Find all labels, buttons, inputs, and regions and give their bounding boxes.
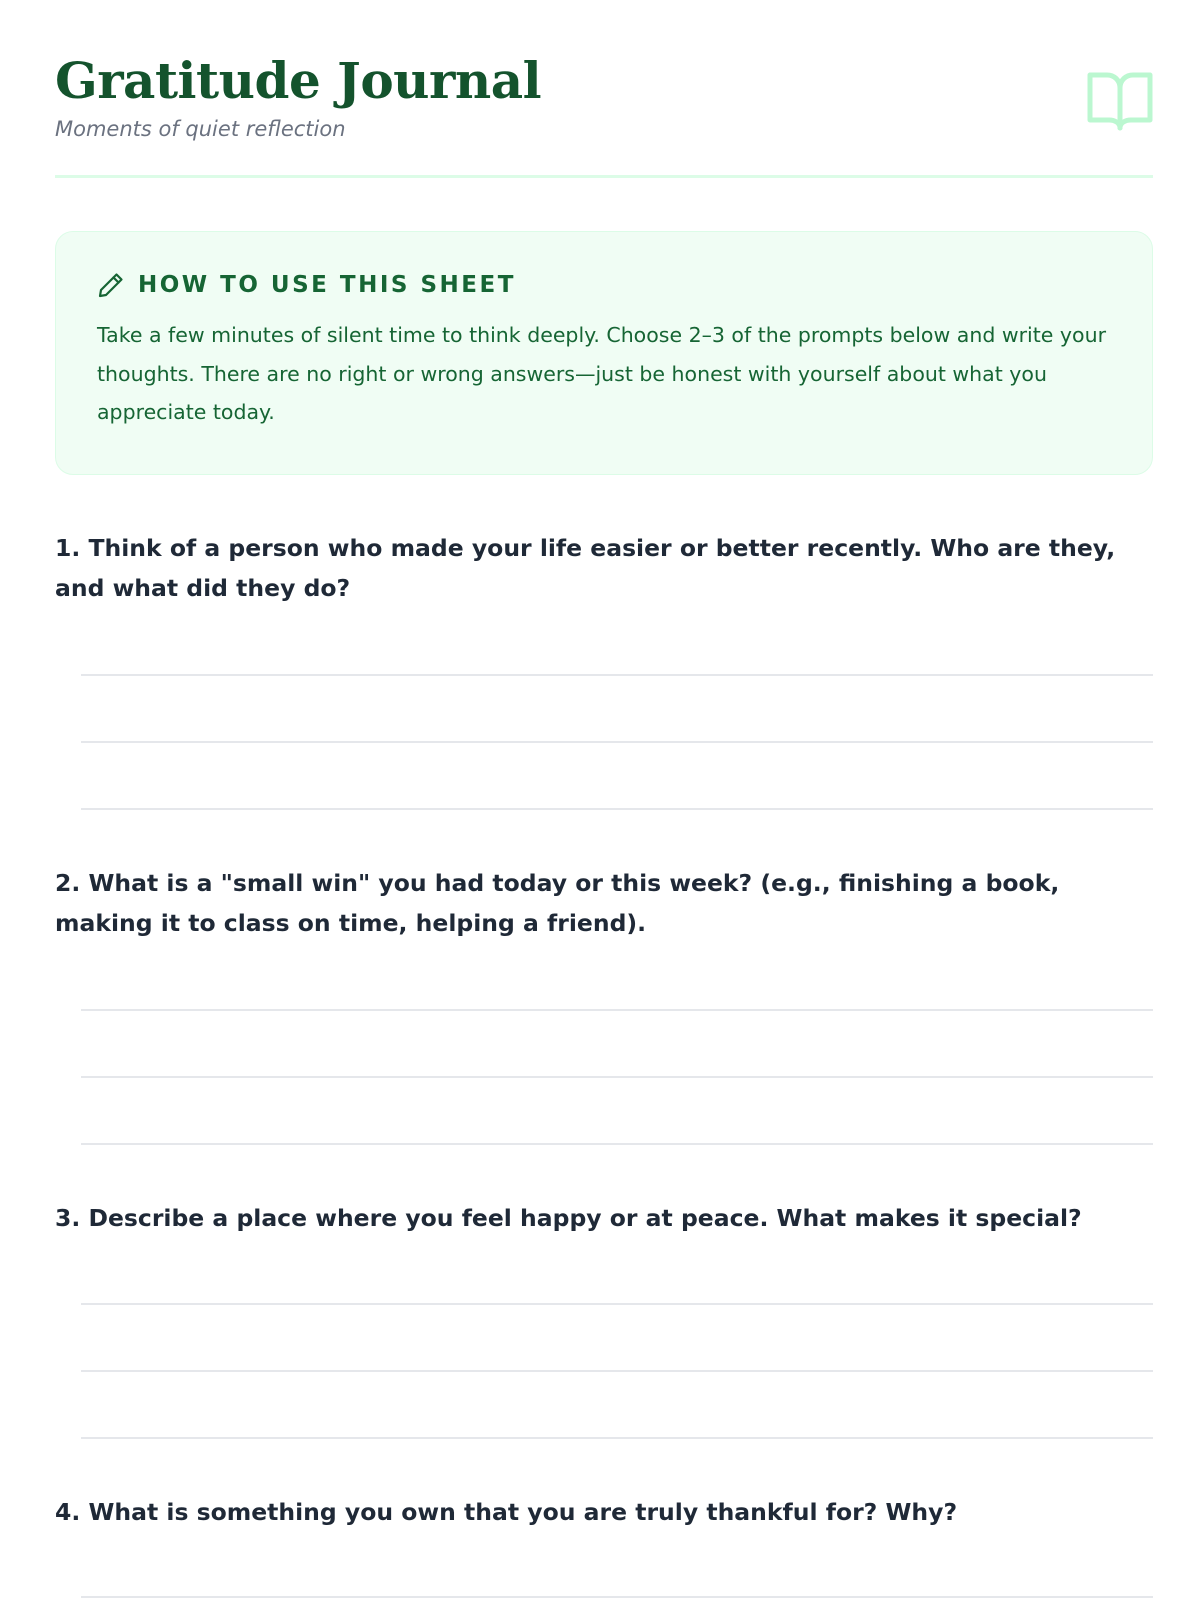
- instructions-panel: [55, 231, 1153, 475]
- prompt-1: [55, 528, 1153, 608]
- prompt-2: [55, 863, 1153, 943]
- writing-line[interactable]: [81, 1596, 1153, 1598]
- writing-line[interactable]: [81, 1303, 1153, 1305]
- page-subtitle: Moments of quiet reflection: [55, 117, 346, 141]
- prompt-question: 2. What is a "small win" you had today or this week? (e.g., finishing a book, making it to class on time, helping a friend).: [55, 869, 1060, 937]
- writing-line[interactable]: [81, 1076, 1153, 1078]
- writing-line[interactable]: [81, 808, 1153, 810]
- instructions-header: [97, 268, 1112, 302]
- page-title: Gratitude Journal: [55, 51, 542, 110]
- worksheet-page: [55, 0, 1153, 1526]
- writing-line[interactable]: [81, 1009, 1153, 1011]
- instructions-text: Take a few minutes of silent time to think deeply. Choose 2–3 of the prompts below and write your thoughts. There are no right or wrong answers—just be honest with yourself about what you appreciate today.: [97, 323, 1106, 424]
- writing-line[interactable]: [81, 741, 1153, 743]
- prompt-question: 1. Think of a person who made your life easier or better recently. Who are they, and what did they do?: [55, 534, 1116, 602]
- instructions-title: HOW TO USE THIS SHEET: [138, 272, 516, 298]
- writing-line[interactable]: [81, 674, 1153, 676]
- book-open-icon: [1087, 70, 1153, 132]
- writing-line[interactable]: [81, 1437, 1153, 1439]
- writing-line[interactable]: [81, 1143, 1153, 1145]
- prompt-3: [55, 1198, 1153, 1238]
- prompt-4: [55, 1492, 1153, 1532]
- prompt-question: 4. What is something you own that you are truly thankful for? Why?: [55, 1498, 958, 1526]
- prompt-question: 3. Describe a place where you feel happy or at peace. What makes it special?: [55, 1204, 1082, 1232]
- page-header: [55, 0, 1153, 178]
- pencil-icon: [97, 271, 125, 299]
- writing-line[interactable]: [81, 1370, 1153, 1372]
